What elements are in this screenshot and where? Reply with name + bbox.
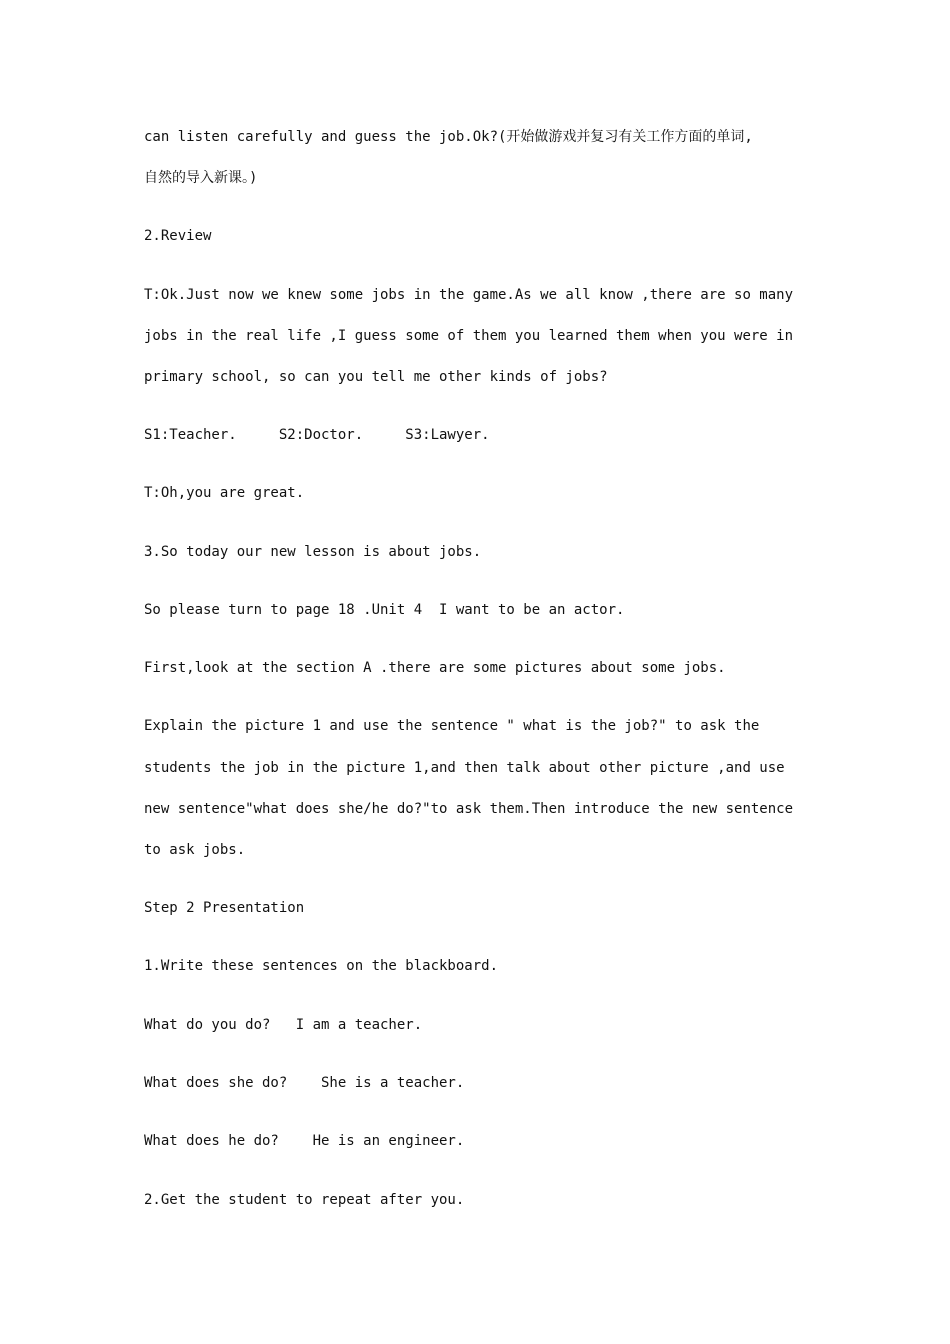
text-line: Explain the picture 1 and use the sentence " what is the job?" to ask the <box>144 718 760 734</box>
text-line: S1:Teacher. S2:Doctor. S3:Lawyer. <box>144 427 490 443</box>
text-line: T:Oh,you are great. <box>144 485 305 501</box>
text-line: What do you do? I am a teacher. <box>144 1017 423 1033</box>
text-line: What does he do? He is an engineer. <box>144 1133 465 1149</box>
text-line: 自然的导入新课。) <box>144 170 258 186</box>
text-line: primary school, so can you tell me other kinds of jobs? <box>144 369 608 385</box>
text-line: new sentence"what does she/he do?"to ask them.Then introduce the new sentence <box>144 801 794 817</box>
section-heading-presentation: Step 2 Presentation <box>144 900 305 916</box>
section-heading-review: 2.Review <box>144 228 212 244</box>
text-line: First,look at the section A .there are some pictures about some jobs. <box>144 660 726 676</box>
text-line: So please turn to page 18 .Unit 4 I want to be an actor. <box>144 602 625 618</box>
text-line: 1.Write these sentences on the blackboard. <box>144 958 499 974</box>
text-line: T:Ok.Just now we knew some jobs in the game.As we all know ,there are so many <box>144 287 794 303</box>
text-line: can listen carefully and guess the job.Ok?(开始做游戏并复习有关工作方面的单词, <box>144 129 753 145</box>
text-line: students the job in the picture 1,and then talk about other picture ,and use <box>144 760 785 776</box>
text-line: What does she do? She is a teacher. <box>144 1075 465 1091</box>
text-line: 2.Get the student to repeat after you. <box>144 1192 465 1208</box>
text-line: to ask jobs. <box>144 842 246 858</box>
text-line: jobs in the real life ,I guess some of them you learned them when you were in <box>144 328 794 344</box>
text-line: 3.So today our new lesson is about jobs. <box>144 544 482 560</box>
